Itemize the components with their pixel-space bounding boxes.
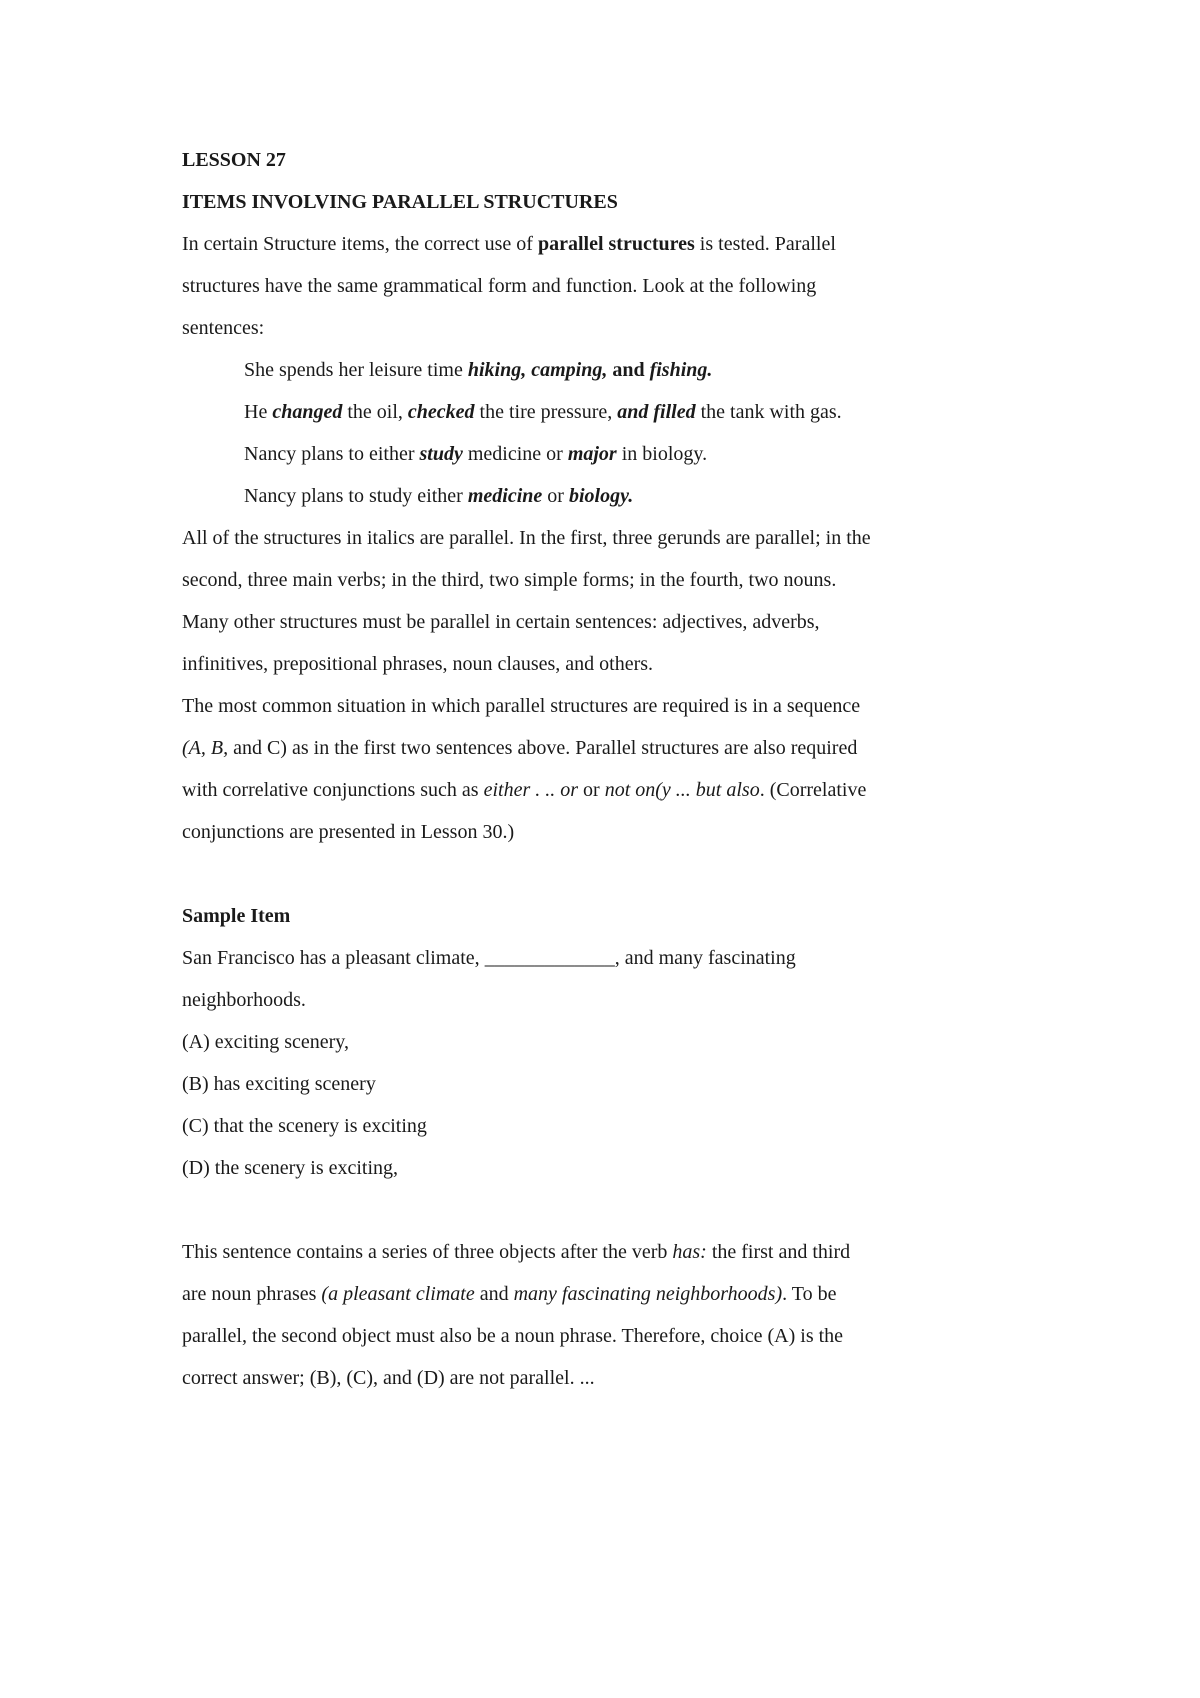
example-sentence-1 <box>244 358 712 382</box>
example-sentence-2 <box>244 400 842 424</box>
answer-option-b: (B) has exciting scenery <box>182 1073 376 1095</box>
explanation-line-1: All of the structures in italics are parallel. In the first, three gerunds are parallel; in the <box>182 527 871 549</box>
text-run: He <box>244 401 273 423</box>
intro-line-3: sentences: <box>182 317 265 339</box>
explanation-line-5: The most common situation in which parallel structures are required is in a sequence <box>182 695 861 717</box>
text-run: the tank with gas. <box>695 401 842 423</box>
text-run: (a pleasant climate <box>321 1283 475 1305</box>
lesson-number: LESSON 27 <box>182 149 286 171</box>
text-run: hiking, camping, <box>467 359 608 381</box>
text-run: and filled <box>617 401 696 423</box>
text-run: San Francisco has a pleasant climate, <box>182 947 485 969</box>
text-run: changed <box>272 401 343 423</box>
text-run: major <box>567 443 617 465</box>
intro-line-2: structures have the same grammatical form and function. Look at the following <box>182 275 817 297</box>
explanation-line-2: second, three main verbs; in the third, two simple forms; in the fourth, two nouns. <box>182 569 837 591</box>
text-run: has: <box>672 1241 707 1263</box>
text-run: are noun phrases <box>182 1283 322 1305</box>
text-run: the tire pressure, <box>474 401 618 423</box>
example-sentence-3 <box>244 442 707 466</box>
text-run: . To be <box>782 1283 837 1305</box>
text-run: with correlative conjunctions such as <box>182 779 484 801</box>
text-run: This sentence contains a series of three objects after the verb <box>182 1241 673 1263</box>
explanation-line-3: Many other structures must be parallel in certain sentences: adjectives, adverbs, <box>182 611 820 633</box>
answer-explanation-line-4: correct answer; (B), (C), and (D) are not parallel. ... <box>182 1367 595 1389</box>
answer-explanation-line-2 <box>182 1282 836 1306</box>
answer-explanation-line-1 <box>182 1240 850 1264</box>
text-run: study <box>419 443 463 465</box>
sample-item-heading: Sample Item <box>182 905 291 927</box>
explanation-line-6 <box>182 736 857 760</box>
text-run: , and many fascinating <box>614 947 796 969</box>
explanation-line-7 <box>182 778 866 802</box>
text-run: not on(y ... but also <box>604 779 760 801</box>
answer-option-c: (C) that the scenery is exciting <box>182 1115 427 1137</box>
text-run: medicine or <box>462 443 568 465</box>
text-run: Nancy plans to either <box>244 443 420 465</box>
explanation-line-4: infinitives, prepositional phrases, noun clauses, and others. <box>182 653 654 675</box>
explanation-line-8: conjunctions are presented in Lesson 30.) <box>182 821 515 843</box>
text-run: and <box>607 359 650 381</box>
text-run: fishing. <box>649 359 713 381</box>
text-run: is tested. Parallel <box>694 233 836 255</box>
sample-question-line-2: neighborhoods. <box>182 989 306 1011</box>
text-run: either . .. or <box>483 779 579 801</box>
answer-blank: _____________ <box>484 947 615 969</box>
text-run: or <box>542 485 569 507</box>
answer-option-a: (A) exciting scenery, <box>182 1031 349 1053</box>
text-run: parallel structures <box>537 233 695 255</box>
text-run: checked <box>407 401 475 423</box>
answer-explanation-line-3: parallel, the second object must also be a noun phrase. Therefore, choice (A) is the <box>182 1325 844 1347</box>
text-run: (A, B, <box>182 737 229 759</box>
text-run: or <box>578 779 605 801</box>
text-run: many fascinating neighborhoods) <box>513 1283 783 1305</box>
lesson-title: ITEMS INVOLVING PARALLEL STRUCTURES <box>182 191 618 213</box>
text-run: and <box>474 1283 514 1305</box>
text-run: medicine <box>467 485 543 507</box>
example-sentence-4 <box>244 484 633 508</box>
text-run: in biology. <box>616 443 708 465</box>
text-run: biology. <box>568 485 634 507</box>
sample-question-line-1 <box>182 946 796 970</box>
answer-option-d: (D) the scenery is exciting, <box>182 1157 399 1179</box>
text-run: the oil, <box>342 401 408 423</box>
intro-line-1 <box>182 232 836 256</box>
text-run: and C) as in the first two sentences above. Parallel structures are also required <box>228 737 858 759</box>
text-run: . (Correlative <box>759 779 867 801</box>
text-run: In certain Structure items, the correct use of <box>182 233 538 255</box>
text-run: She spends her leisure time <box>244 359 468 381</box>
text-run: Nancy plans to study either <box>244 485 468 507</box>
text-run: the first and third <box>706 1241 851 1263</box>
